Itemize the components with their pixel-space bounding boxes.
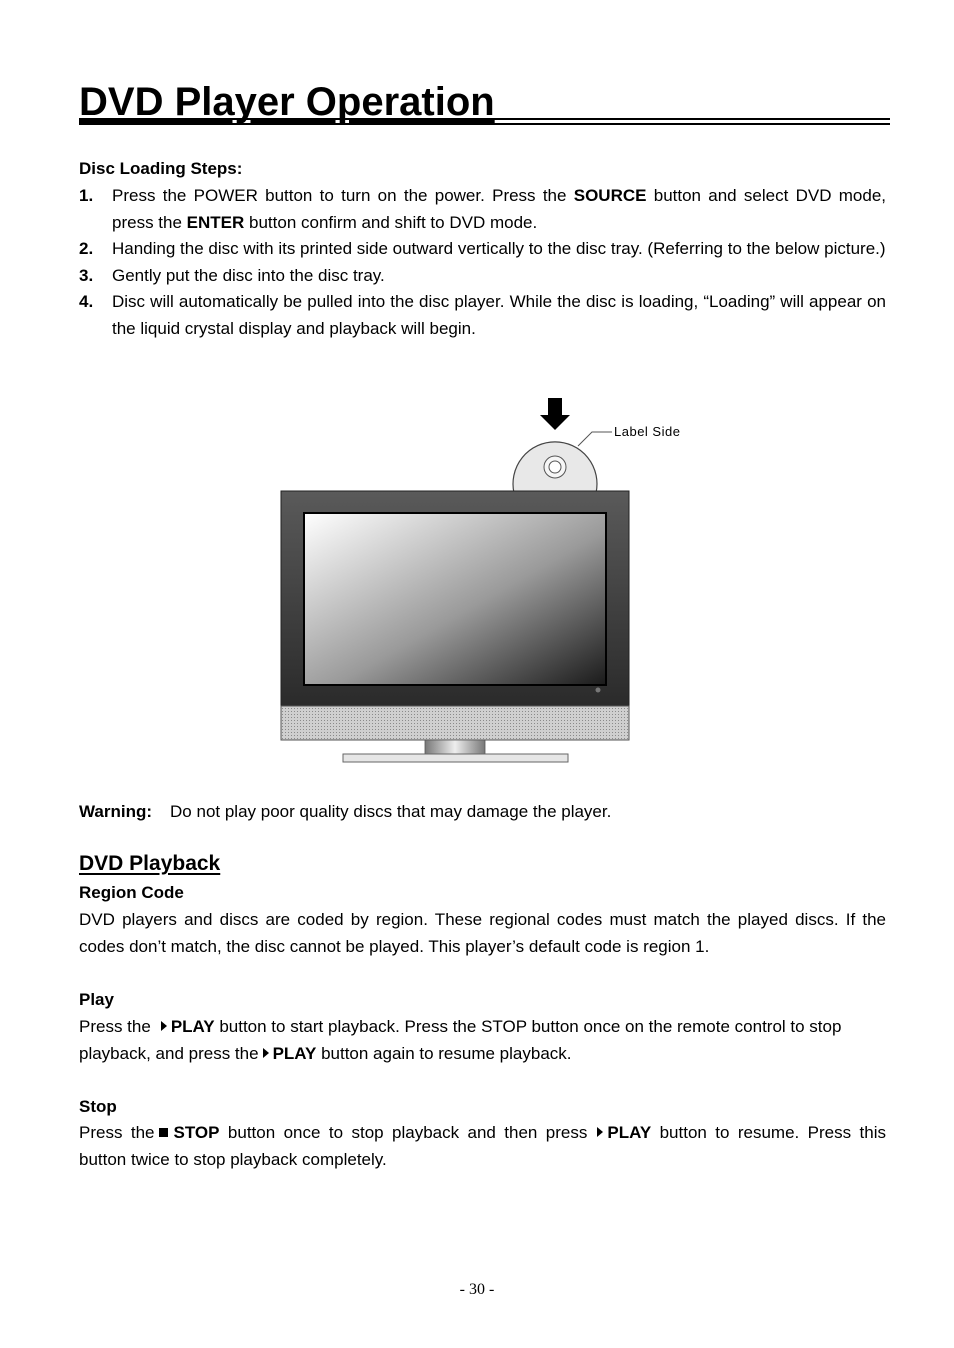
step-3: 3. Gently put the disc into the disc tray. (79, 263, 886, 290)
step-4: 4. Disc will automatically be pulled into the disc player. While the disc is loading, “Loading” will appear on the liquid crystal display and playback will begin. (79, 289, 886, 342)
stop-icon (159, 1128, 168, 1137)
title-rule-bottom (79, 123, 890, 125)
play-heading: Play (79, 990, 114, 1009)
step-number: 1. (79, 186, 94, 205)
stop-heading: Stop (79, 1097, 117, 1116)
play-icon (161, 1021, 167, 1031)
region-code-text: DVD players and discs are coded by region. These regional codes must match the played discs. If the codes don’t match, the disc cannot be played. This player’s default code is region 1. (79, 910, 886, 956)
label-side-text: Label Side (614, 424, 681, 439)
step-number: 4. (79, 292, 94, 311)
arrow-down-icon (540, 398, 570, 430)
disc-loading-steps (79, 183, 886, 342)
page-number: - 30 - (459, 1281, 495, 1298)
play-icon (597, 1127, 603, 1137)
step-1: 1. Press the POWER button to turn on the power. Press the SOURCE button and select DVD mode, press the ENTER button confirm and shift to DVD mode. (79, 183, 886, 236)
dvd-playback-heading: DVD Playback (79, 852, 221, 875)
page-title: DVD Player Operation (79, 80, 495, 124)
label-leader-line (578, 432, 612, 446)
tv-disc-illustration (270, 390, 700, 770)
step-2: 2. Handing the disc with its printed side outward vertically to the disc tray. (Referring to the below picture.) (79, 236, 886, 263)
disc-icon (513, 442, 597, 493)
play-text: Press the PLAY button to start playback. Press the STOP button once on the remote control to stop playback, and press the PLAY button again to resume playback. (79, 1017, 842, 1063)
disc-loading-heading: Disc Loading Steps: (79, 159, 243, 178)
play-icon (263, 1048, 269, 1058)
warning-label: Warning: (79, 802, 153, 821)
step-number: 2. (79, 239, 94, 258)
region-code-heading: Region Code (79, 883, 184, 902)
title-rule-top (79, 118, 890, 120)
warning-text: Do not play poor quality discs that may damage the player. (170, 802, 612, 821)
step-number: 3. (79, 265, 94, 285)
stop-text: Press the STOP button once to stop playback and then press PLAY button to resume. Press this button twice to stop playback completely. (79, 1123, 887, 1169)
warning (79, 802, 886, 822)
tv-icon (281, 491, 629, 762)
